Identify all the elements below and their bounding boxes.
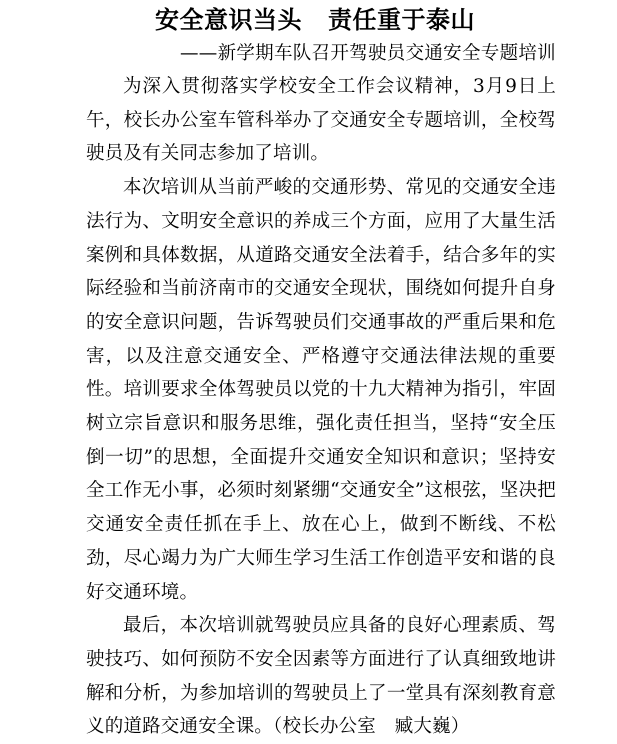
paragraph-intro: 为深入贯彻落实学校安全工作会议精神，3月9日上午，校长办公室车管科举办了交通安全专题培训，全校驾驶员及有关同志参加了培训。 [86, 76, 556, 165]
title-second: 责任重于泰山 [328, 6, 475, 34]
document-body [86, 6, 556, 744]
paragraph-training-content: 本次培训从当前严峻的交通形势、常见的交通安全违法行为、文明安全意识的养成三个方面，应用了大量生活案例和具体数据，从道路交通安全法着手，结合多年的实际经验和当前济南市的交通安全现状，围绕如何提升自身的安全意识问题，告诉驾驶员们交通事故的严重后果和危害，以及注意交通安全、严格遵守交通法律法规的重要性。培训要求全体驾驶员以党的十九大精神为指引，牢固树立宗旨意识和服务思维，强化责任担当，坚持“安全压倒一切”的思想，全面提升交通安全知识和意识；坚持安全工作无小事，必须时刻紧绷“交通安全”这根弦，坚决把交通安全责任抓在手上、放在心上，做到不断线、不松劲，尽心竭力为广大师生学习生活工作创造平安和谐的良好交通环境。 [86, 177, 556, 603]
title-main: 安全意识当头 [155, 6, 302, 34]
subtitle: ——新学期车队召开驾驶员交通安全专题培训 [179, 43, 556, 64]
paragraph-conclusion: 最后，本次培训就驾驶员应具备的良好心理素质、驾驶技巧、如何预防不安全因素等方面进行了认真细致地讲解和分析，为参加培训的驾驶员上了一堂具有深刻教育意义的道路交通安全课。（校长办公室 臧大巍） [86, 615, 556, 738]
page-title [80, 6, 550, 34]
